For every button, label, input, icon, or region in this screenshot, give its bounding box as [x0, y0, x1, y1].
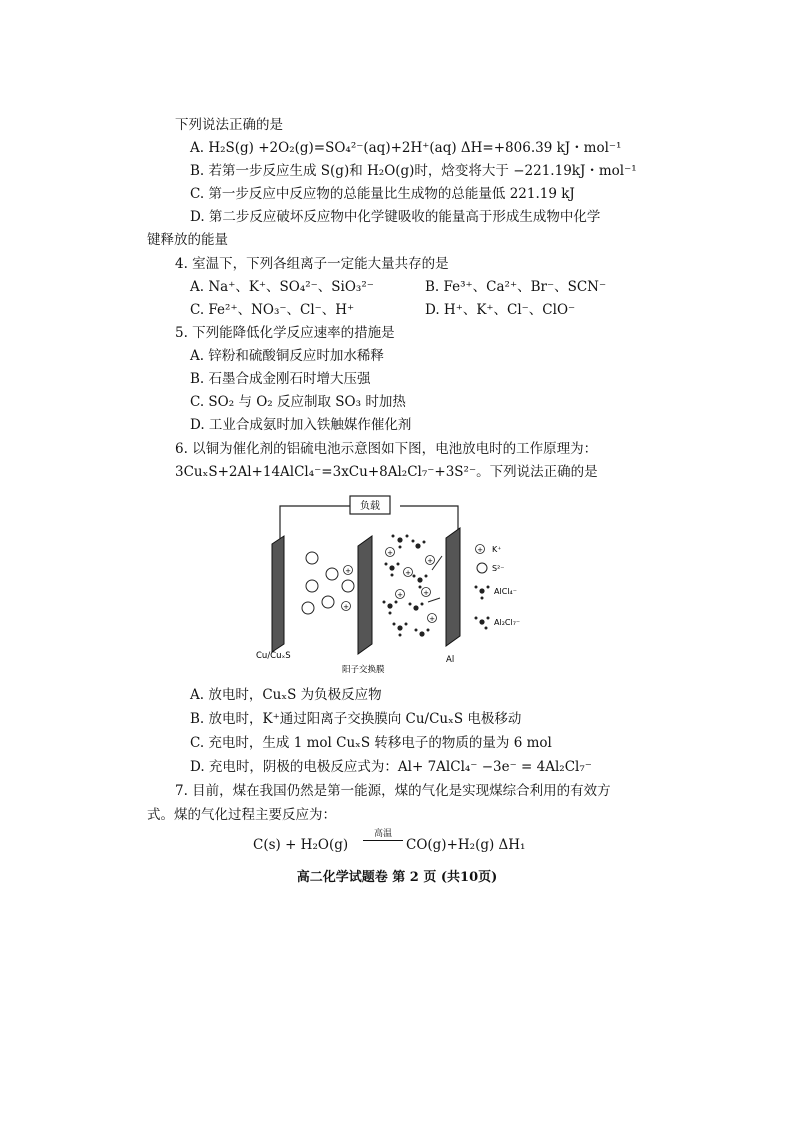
svg-text:+: +	[405, 569, 411, 577]
membrane-label: 阳子交换膜	[342, 665, 385, 674]
legend-k: K⁺	[492, 545, 502, 554]
left-electrode	[272, 536, 284, 652]
q6-stem-line1: 6. 以铜为催化剂的铝硫电池示意图如下图，电池放电时的工作原理为：	[175, 441, 598, 457]
chloroaluminate-ions	[383, 535, 490, 637]
svg-text:+: +	[397, 591, 403, 599]
q4-option-c: C. Fe²⁺、NO₃⁻、Cl⁻、H⁺	[190, 302, 355, 318]
right-electrode	[446, 528, 460, 646]
q3-option-d: D. 第二步反应破坏反应物中化学键吸收的能量高于形成生成物中化学	[190, 209, 601, 225]
q5-option-d: D. 工业合成氨时加入铁触媒作催化剂	[190, 417, 412, 433]
q7-equation-right: CO(g)+H₂(g) ΔH₁	[406, 837, 526, 853]
q6-option-d: D. 充电时，阴极的电极反应式为：Al+ 7AlCl₄⁻ −3e⁻ = 4Al₂Cl₇⁻	[190, 759, 592, 775]
q4-option-d: D. H⁺、K⁺、Cl⁻、ClO⁻	[425, 302, 576, 318]
svg-text:+: +	[387, 549, 393, 557]
legend-s2-symbol	[477, 563, 487, 573]
membrane	[358, 536, 372, 654]
q5-option-c: C. SO₂ 与 O₂ 反应制取 SO₃ 时加热	[190, 394, 406, 410]
svg-text:+: +	[427, 557, 433, 565]
q7-equation-condition: 高温	[373, 829, 392, 839]
q3-option-b: B. 若第一步反应生成 S(g)和 H₂O(g)时，焓变将大于 −221.19kJ・mol⁻¹	[190, 163, 637, 179]
q3-stem: 下列说法正确的是	[175, 117, 283, 133]
wire-left	[280, 506, 360, 544]
svg-text:+: +	[477, 546, 483, 554]
q4-option-b: B. Fe³⁺、Ca²⁺、Br⁻、SCN⁻	[425, 279, 607, 295]
right-electrode-label: Al	[446, 655, 455, 665]
legend	[492, 545, 520, 627]
q7-equation-arrow	[363, 840, 403, 841]
q3-option-c: C. 第一步反应中反应物的总能量比生成物的总能量低 221.19 kJ	[190, 186, 575, 202]
q6-stem-line2: 3CuₓS+2Al+14AlCl₄⁻=3xCu+8Al₂Cl₇⁻+3S²⁻。下列说法正确的是	[175, 464, 598, 480]
q6-option-c: C. 充电时，生成 1 mol CuₓS 转移电子的物质的量为 6 mol	[190, 735, 552, 751]
battery-diagram	[250, 494, 540, 674]
left-electrode-label: Cu/CuₓS	[256, 651, 291, 661]
legend-alcl4: AlCl₄⁻	[494, 587, 517, 596]
svg-text:+: +	[429, 615, 435, 623]
legend-al2cl7: Al₂Cl₇⁻	[494, 618, 521, 627]
q5-stem: 5. 下列能降低化学反应速率的措施是	[175, 325, 395, 341]
q4-stem: 4. 室温下，下列各组离子一定能大量共存的是	[175, 256, 449, 272]
svg-text:+: +	[345, 567, 351, 575]
q5-option-a: A. 锌粉和硫酸铜反应时加水稀释	[190, 348, 384, 364]
q4-option-a: A. Na⁺、K⁺、SO₄²⁻、SiO₃²⁻	[190, 279, 374, 295]
load-label: 负载	[360, 501, 380, 512]
q3-option-a: A. H₂S(g) +2O₂(g)=SO₄²⁻(aq)+2H⁺(aq) ΔH=+806.39 kJ・mol⁻¹	[190, 140, 622, 156]
svg-text:+: +	[423, 589, 429, 597]
q5-option-b: B. 石墨合成金刚石时增大压强	[190, 371, 371, 387]
page-footer: 高二化学试题卷 第 2 页 (共10页)	[296, 870, 498, 885]
q6-option-a: A. 放电时，CuₓS 为负极反应物	[190, 687, 382, 703]
q7-stem-line2: 式。煤的气化过程主要反应为：	[147, 807, 336, 823]
q7-stem-line1: 7. 目前，煤在我国仍然是第一能源，煤的气化是实现煤综合利用的有效方	[175, 783, 611, 799]
q7-equation-left: C(s) + H₂O(g)	[253, 837, 349, 853]
q6-option-b: B. 放电时，K⁺通过阳离子交换膜向 Cu/CuₓS 电极移动	[190, 711, 522, 727]
q3-option-d-cont: 键释放的能量	[147, 232, 228, 248]
wire-right	[400, 506, 458, 530]
svg-text:+: +	[343, 603, 349, 611]
legend-s2: S²⁻	[492, 564, 505, 573]
